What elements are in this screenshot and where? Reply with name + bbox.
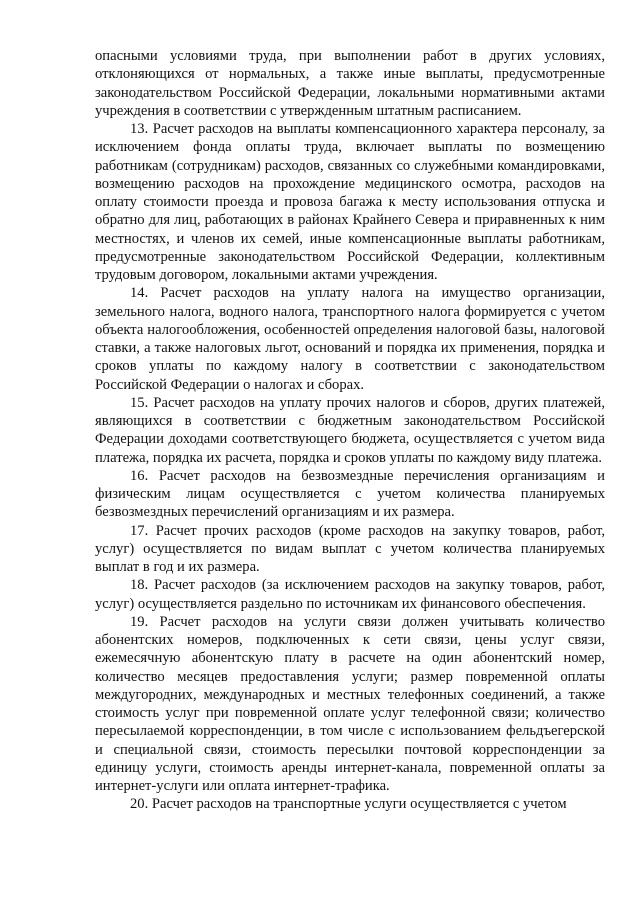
paragraph-18: 18. Расчет расходов (за исключением расходов на закупку товаров, работ, услуг) осуществляется раздельно по источникам их финансового обеспечения.	[95, 577, 605, 612]
paragraph-16: 16. Расчет расходов на безвозмездные перечисления организациям и физическим лицам осуществляется с учетом количества планируемых безвозмездных перечислений организациям и их размера.	[95, 467, 605, 521]
paragraph-14: 14. Расчет расходов на уплату налога на имущество организации, земельного налога, водного налога, транспортного налога формируется с учетом объекта налогообложения, особенностей определения налоговой базы, налоговой ставки, а также налоговых льгот, оснований и порядка их применения, порядка и сроков уплаты по каждому налогу в соответствии с законодательством Российской Федерации о налогах и сборах.	[95, 285, 605, 393]
paragraph-19: 19. Расчет расходов на услуги связи должен учитывать количество абонентских номеров, подключенных к сети связи, цены услуг связи, ежемесячную абонентскую плату в расчете на один абонентский номер, количество месяцев предоставления услуги; размер повременной оплаты междугородних, международных и местных телефонных соединений, а также стоимость услуг при повременной оплате услуг телефонной связи; количество пересылаемой корреспонденции, в том числе с использованием фельдъегерской и специальной связи, стоимость пересылки почтовой корреспонденции за единицу услуги, стоимость аренды интернет-канала, повременной оплаты за интернет-услуги или оплата интернет-трафика.	[95, 613, 605, 794]
document-page	[95, 47, 605, 814]
paragraph-15: 15. Расчет расходов на уплату прочих налогов и сборов, других платежей, являющихся в соответствии с бюджетным законодательством Российской Федерации доходами соответствующего бюджета, осуществляется с учетом вида платежа, порядка их расчета, порядка и сроков уплаты по каждому виду платежа.	[95, 394, 605, 466]
paragraph-continuation: опасными условиями труда, при выполнении работ в других условиях, отклоняющихся от нормальных, а также иные выплаты, предусмотренные законодательством Российской Федерации, локальными нормативными актами учреждения в соответствии с утвержденным штатным расписанием.	[95, 48, 605, 119]
paragraph-17: 17. Расчет прочих расходов (кроме расходов на закупку товаров, работ, услуг) осуществляется по видам выплат с учетом количества планируемых выплат в год и их размера.	[95, 522, 605, 575]
paragraph-20: 20. Расчет расходов на транспортные услуги осуществляется с учетом	[130, 796, 567, 813]
paragraph-13: 13. Расчет расходов на выплаты компенсационного характера персоналу, за исключением фонда оплаты труда, включает выплаты по возмещению работникам (сотрудникам) расходов, связанных со служебными командировками, возмещению расходов на прохождение медицинского осмотра, расходов на оплату стоимости проезда и провоза багажа к месту использования отпуска и обратно для лиц, работающих в районах Крайнего Севера и приравненных к ним местностях, и членов их семей, иные компенсационные выплаты работникам, предусмотренные законодательством Российской Федерации, коллективным трудовым договором, локальными актами учреждения.	[95, 121, 605, 283]
